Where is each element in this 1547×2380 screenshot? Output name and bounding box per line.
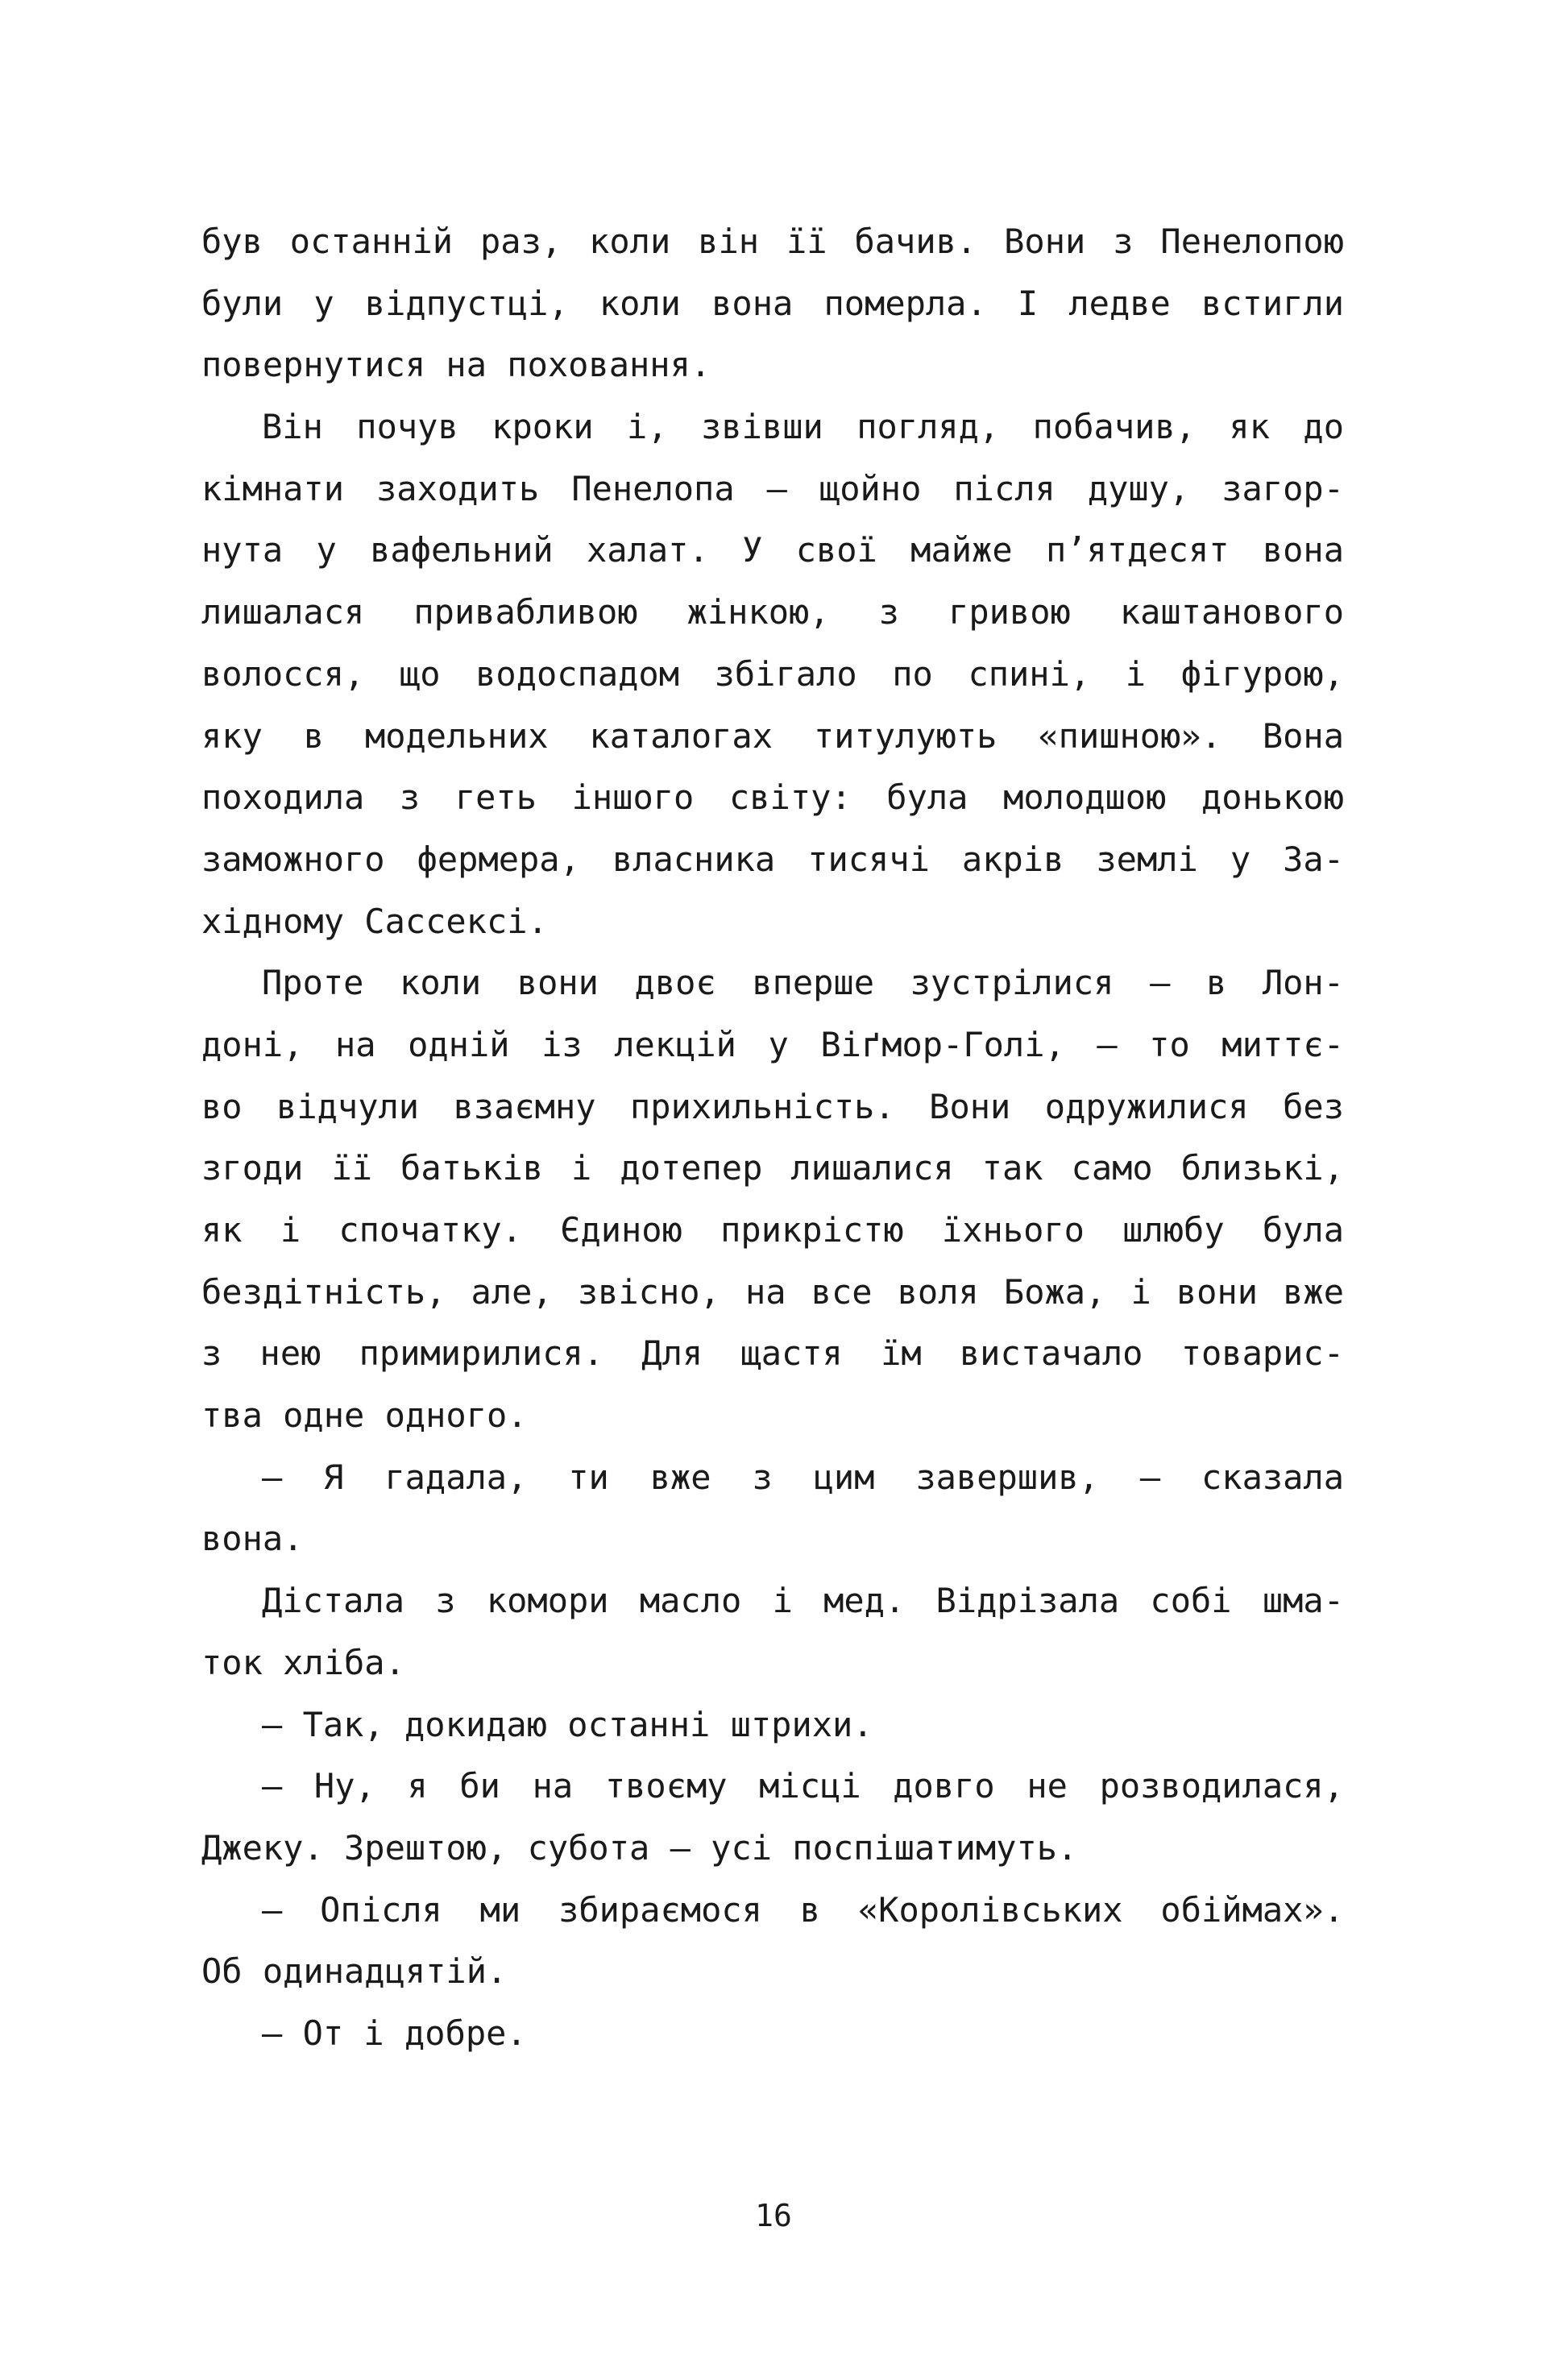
text-line: — Опісля ми збираємося в «Королівських обіймах». (262, 1889, 1344, 1930)
text-line: Дістала з комори масло і мед. Відрізала собі шма- (262, 1581, 1344, 1621)
text-line: — Я гадала, ти вже з цим завершив, — сказала (262, 1457, 1344, 1497)
text-line: Джеку. Зрештою, субота — усі поспішатимуть. (201, 1827, 1078, 1868)
page-number: 16 (755, 2198, 792, 2233)
text-line: — Так, докидаю останні штрихи. (262, 1704, 873, 1744)
text-line: як і спочатку. Єдиною прикрістю їхнього шлюбу була (201, 1210, 1344, 1250)
text-line: були у відпустці, коли вона померла. І ледве встигли (201, 283, 1344, 323)
text-line: хідному Сассексі. (201, 901, 548, 941)
text-line: лишалася привабливою жінкою, з гривою каштанового (201, 592, 1344, 632)
text-line: Він почув кроки і, звівши погляд, побачив, як до (262, 407, 1344, 447)
text-line: повернутися на поховання. (201, 345, 711, 385)
text-line: тва одне одного. (201, 1395, 528, 1436)
text-line: ток хліба. (201, 1642, 405, 1682)
text-line: з нею примирилися. Для щастя їм вистачало товарис- (201, 1333, 1344, 1374)
text-line: Проте коли вони двоє вперше зустрілися — в Лон- (262, 963, 1344, 1003)
text-line: був останній раз, коли він її бачив. Вони з Пенелопою (201, 222, 1344, 261)
page-body-text (201, 211, 1344, 2065)
text-line: — От і добре. (262, 2013, 527, 2053)
text-line: Об одинадцятій. (201, 1951, 508, 1992)
text-line: — Ну, я би на твоєму місці довго не розводилася, (262, 1766, 1344, 1806)
text-line: во відчули взаємну прихильність. Вони одружилися без (201, 1086, 1344, 1126)
text-line: згоди її батьків і дотепер лишалися так само близькі, (201, 1148, 1344, 1188)
text-line: нута у вафельний халат. У свої майже п’ятдесят вона (201, 530, 1344, 570)
text-line: волосся, що водоспадом збігало по спині, і фігурою, (201, 653, 1344, 694)
text-line: кімнати заходить Пенелопа — щойно після душу, загор- (201, 468, 1344, 508)
text-line: вона. (201, 1519, 304, 1559)
text-line: яку в модельних каталогах титулують «пишною». Вона (201, 715, 1344, 756)
text-line: доні, на одній із лекцій у Віґмор-Голі, — то миттє- (201, 1024, 1344, 1064)
text-line: бездітність, але, звісно, на все воля Божа, і вони вже (201, 1271, 1344, 1312)
text-line: заможного фермера, власника тисячі акрів землі у За- (201, 839, 1344, 879)
text-line: походила з геть іншого світу: була молодшою донькою (201, 777, 1344, 818)
